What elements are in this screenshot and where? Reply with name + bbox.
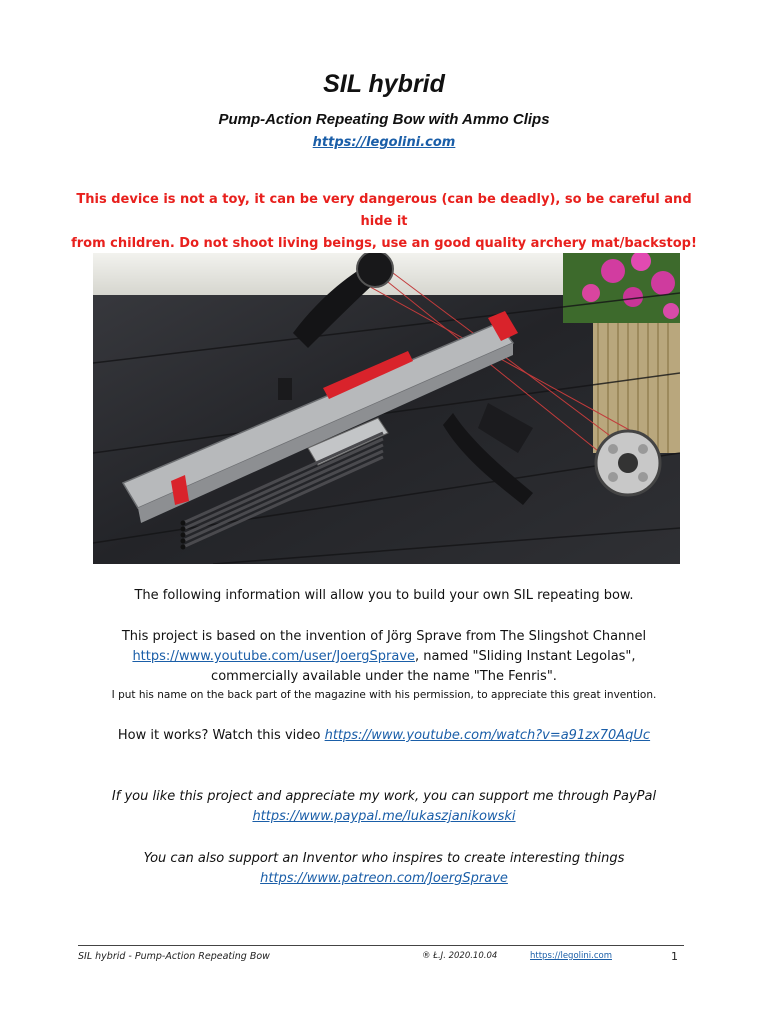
page-title: SIL hybrid xyxy=(323,70,445,98)
patreon-link[interactable]: https://www.patreon.com/JoergSprave xyxy=(260,871,508,886)
footer-doc-title: SIL hybrid - Pump-Action Repeating Bow xyxy=(78,951,270,962)
credit-line-1: This project is based on the invention of Jörg Sprave from The Slingshot Channel xyxy=(121,629,647,644)
patreon-text: You can also support an Inventor who inspires to create interesting things xyxy=(143,851,625,866)
paypal-link[interactable]: https://www.paypal.me/lukaszjanikowski xyxy=(252,809,516,824)
footer-site-link[interactable]: https://legolini.com xyxy=(530,951,612,961)
credit-line-2 xyxy=(0,647,768,667)
paypal-text: If you like this project and appreciate my work, you can support me through PayPal xyxy=(111,789,657,804)
permission-note: I put his name on the back part of the magazine with his permission, to appreciate this great invention. xyxy=(111,689,657,701)
warning-line-2: from children. Do not shoot living beings, use an good quality archery mat/backstop! xyxy=(71,236,697,251)
safety-warning xyxy=(70,189,698,255)
site-link[interactable]: https://legolini.com xyxy=(312,135,456,150)
credit-line-2-rest: , named "Sliding Instant Legolas", xyxy=(415,649,636,664)
credit-line-3: commercially available under the name "The Fenris". xyxy=(211,669,557,684)
credit-paragraph xyxy=(0,627,768,703)
footer-copyright: ® Ł.J. 2020.10.04 xyxy=(422,951,498,961)
channel-link[interactable]: https://www.youtube.com/user/JoergSprave xyxy=(132,649,416,664)
page-subtitle: Pump-Action Repeating Bow with Ammo Clips xyxy=(218,111,550,128)
how-it-works-line xyxy=(0,726,768,746)
warning-line-1: This device is not a toy, it can be very dangerous (can be deadly), so be careful and hide it xyxy=(76,192,692,229)
how-it-works-text: How it works? Watch this video xyxy=(117,728,325,743)
intro-text: The following information will allow you to build your own SIL repeating bow. xyxy=(134,588,634,603)
page-footer xyxy=(78,945,684,966)
patreon-section xyxy=(0,849,768,889)
page-number: 1 xyxy=(671,950,678,963)
paypal-section xyxy=(0,787,768,827)
video-link[interactable]: https://www.youtube.com/watch?v=a91zx70AqUc xyxy=(324,728,651,743)
product-photo xyxy=(93,253,680,564)
